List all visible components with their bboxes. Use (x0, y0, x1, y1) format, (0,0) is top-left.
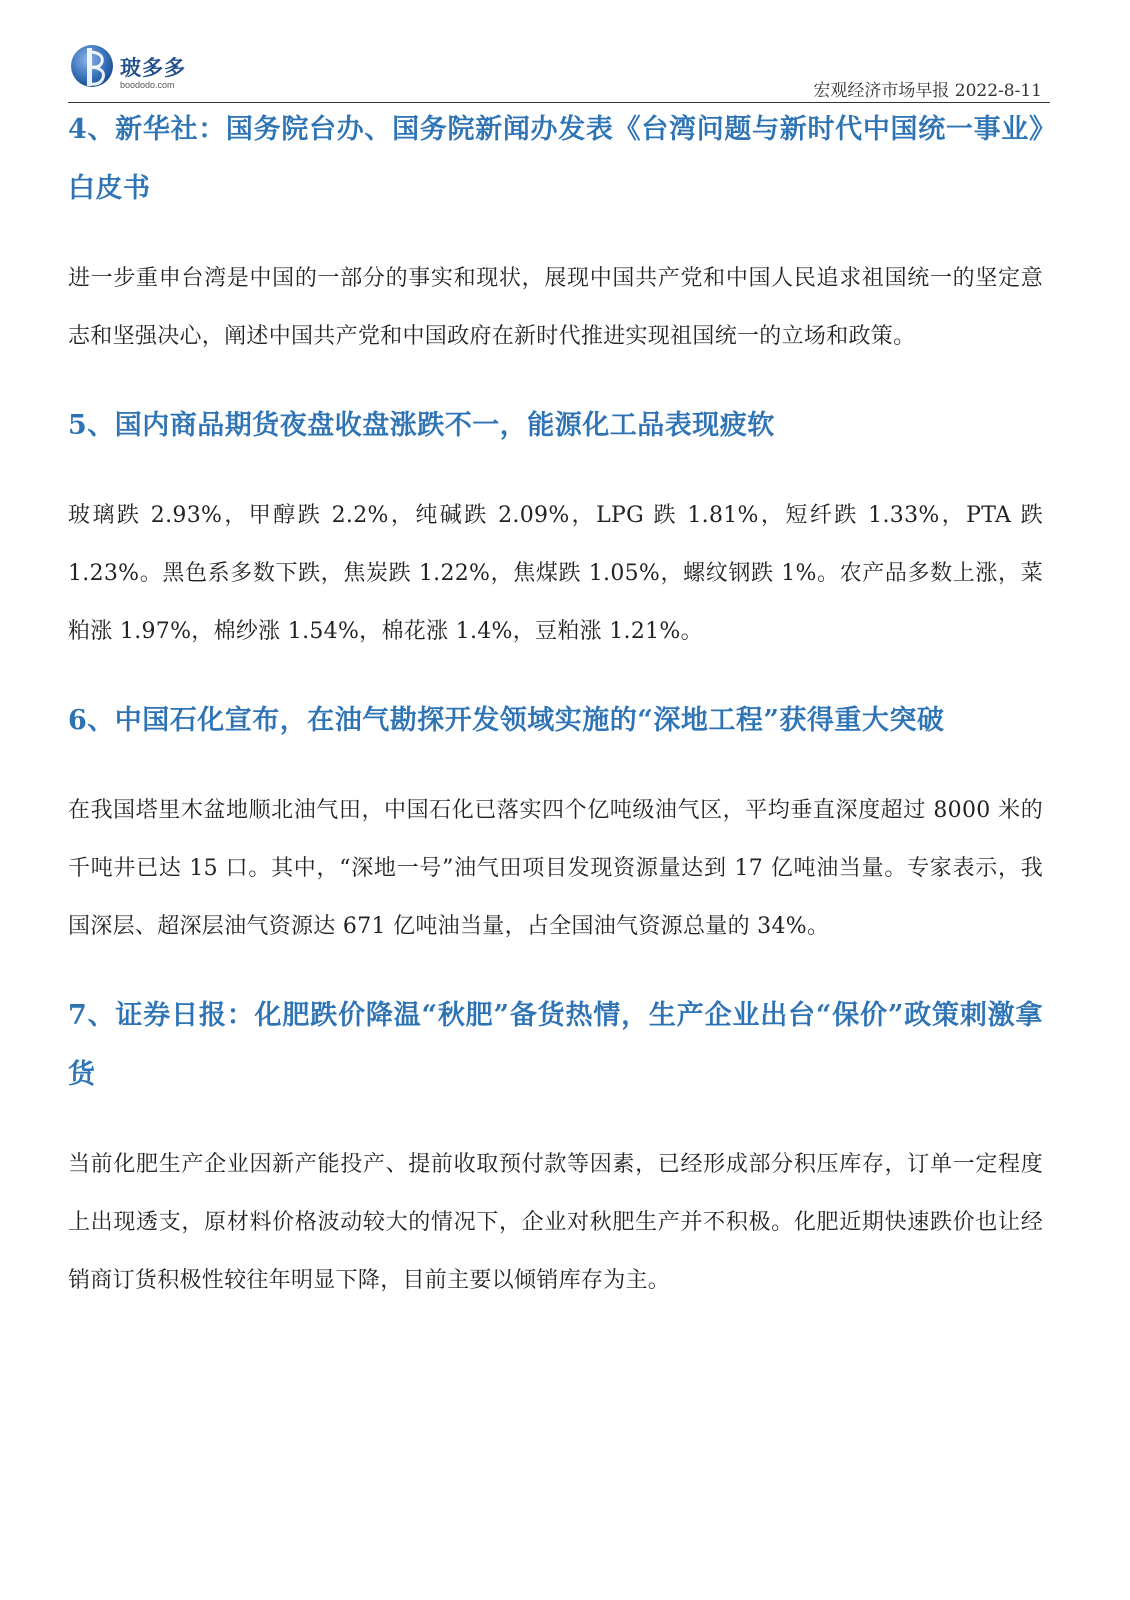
article-content (68, 100, 1043, 1310)
section-6-heading: 6、中国石化宣布，在油气勘探开发领域实施的“深地工程”获得重大突破 (68, 705, 945, 736)
section-5-body: 玻璃跌 2.93%，甲醇跌 2.2%，纯碱跌 2.09%，LPG 跌 1.81%，短纤跌 1.33%，PTA 跌 1.23%。黑色系多数下跌，焦炭跌 1.22%，焦煤跌 1.05%，螺纹钢跌 1%。农产品多数上涨，菜粕涨 1.97%，棉纱涨 1.54%，棉花涨 1.4%，豆粕涨 1.21%。 (68, 503, 1043, 644)
section-5-heading: 5、国内商品期货夜盘收盘涨跌不一，能源化工品表现疲软 (68, 410, 775, 441)
logo (68, 40, 208, 96)
logo-globe-icon (68, 40, 118, 90)
section-7-heading: 7、证券日报：化肥跌价降温“秋肥”备货热情，生产企业出台“保价”政策刺激拿货 (68, 1000, 1043, 1090)
section-7-body: 当前化肥生产企业因新产能投产、提前收取预付款等因素，已经形成部分积压库存，订单一定程度上出现透支，原材料价格波动较大的情况下，企业对秋肥生产并不积极。化肥近期快速跌价也让经销商订货积极性较往年明显下降，目前主要以倾销库存为主。 (68, 1152, 1043, 1293)
page-header (68, 36, 1050, 103)
logo-name: 玻多多 (120, 55, 186, 80)
section-4-body: 进一步重申台湾是中国的一部分的事实和现状，展现中国共产党和中国人民追求祖国统一的坚定意志和坚强决心，阐述中国共产党和中国政府在新时代推进实现祖国统一的立场和政策。 (68, 266, 1043, 349)
report-title: 宏观经济市场早报 2022-8-11 (813, 81, 1042, 101)
section-6-body: 在我国塔里木盆地顺北油气田，中国石化已落实四个亿吨级油气区，平均垂直深度超过 8000 米的千吨井已达 15 口。其中，“深地一号”油气田项目发现资源量达到 17 亿吨油当量。专家表示，我国深层、超深层油气资源达 671 亿吨油当量，占全国油气资源总量的 34%。 (68, 798, 1043, 939)
section-4-heading: 4、新华社：国务院台办、国务院新闻办发表《台湾问题与新时代中国统一事业》白皮书 (68, 114, 1043, 204)
logo-url: boododo.com (120, 80, 175, 90)
